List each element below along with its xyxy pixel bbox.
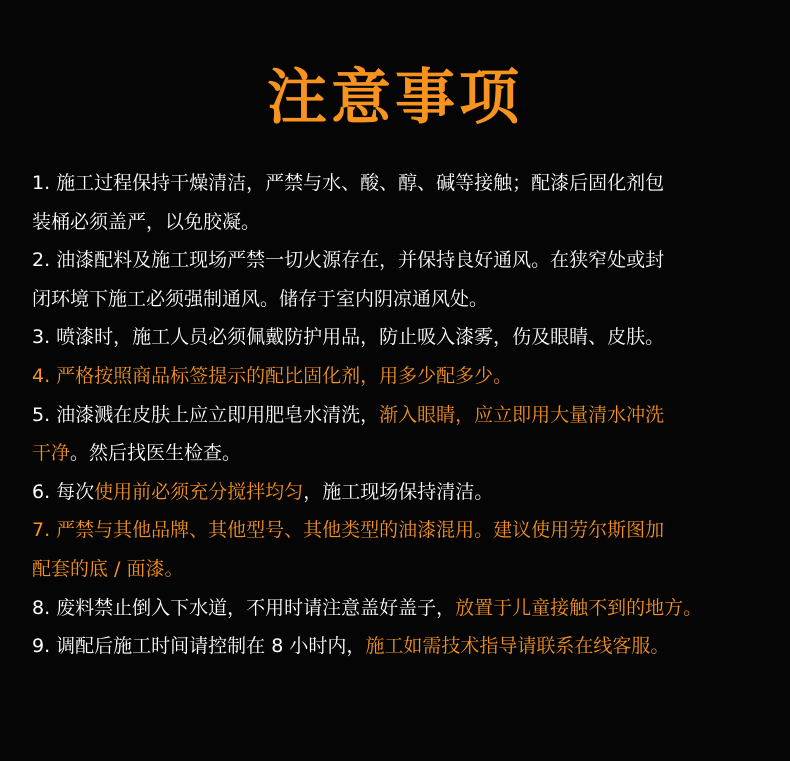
note-line	[32, 627, 772, 666]
note-text: 6. 每次	[32, 480, 95, 503]
note-text-highlight: 放置于儿童接触不到的地方。	[455, 596, 703, 619]
note-text-highlight: 配套的底 / 面漆。	[32, 557, 184, 580]
note-text-highlight: 4. 严格按照商品标签提示的配比固化剂，用多少配多少。	[32, 364, 513, 387]
page-title: 注意事项	[267, 63, 523, 133]
note-line	[32, 280, 772, 319]
note-line	[32, 511, 772, 550]
note-text: 1. 施工过程保持干燥清洁，严禁与水、酸、醇、碱等接触；配漆后固化剂包	[32, 172, 665, 194]
note-line	[32, 434, 772, 473]
note-text-highlight: 7. 严禁与其他品牌、其他型号、其他类型的油漆混用。建议使用劳尔斯图加	[32, 519, 665, 542]
note-text-highlight: 使用前必须充分搅拌均匀	[94, 480, 304, 503]
note-line	[32, 357, 772, 396]
note-text-highlight: 渐入眼睛，应立即用大量清水冲洗	[379, 403, 665, 426]
note-text: 3. 喷漆时，施工人员必须佩戴防护用品，防止吸入漆雾，伤及眼睛、皮肤。	[32, 326, 665, 349]
note-text-highlight: 干净	[32, 442, 71, 465]
note-line	[32, 164, 772, 203]
notes-list	[32, 164, 772, 666]
note-line	[32, 241, 772, 280]
note-text: 9. 调配后施工时间请控制在 8 小时内，	[32, 635, 366, 658]
note-text: 8. 废料禁止倒入下水道，不用时请注意盖好盖子，	[32, 596, 456, 619]
note-text: 2. 油漆配料及施工现场严禁一切火源存在，并保持良好通风。在狭窄处或封	[32, 249, 665, 272]
note-text: 闭环境下施工必须强制通风。储存于室内阴凉通风处。	[32, 287, 489, 310]
note-text: ，施工现场保持清洁。	[303, 480, 494, 503]
note-line	[32, 550, 772, 589]
note-line	[32, 318, 772, 357]
note-text-highlight: 施工如需技术指导请联系在线客服。	[365, 635, 670, 658]
note-line	[32, 473, 772, 512]
note-text: 装桶必须盖严，以免胶凝。	[32, 210, 261, 233]
note-line	[32, 396, 772, 435]
note-text: 5. 油漆溅在皮肤上应立即用肥皂水清洗，	[32, 403, 380, 426]
note-text: 。然后找医生检查。	[70, 442, 242, 465]
note-line	[32, 203, 772, 242]
note-line	[32, 589, 772, 628]
